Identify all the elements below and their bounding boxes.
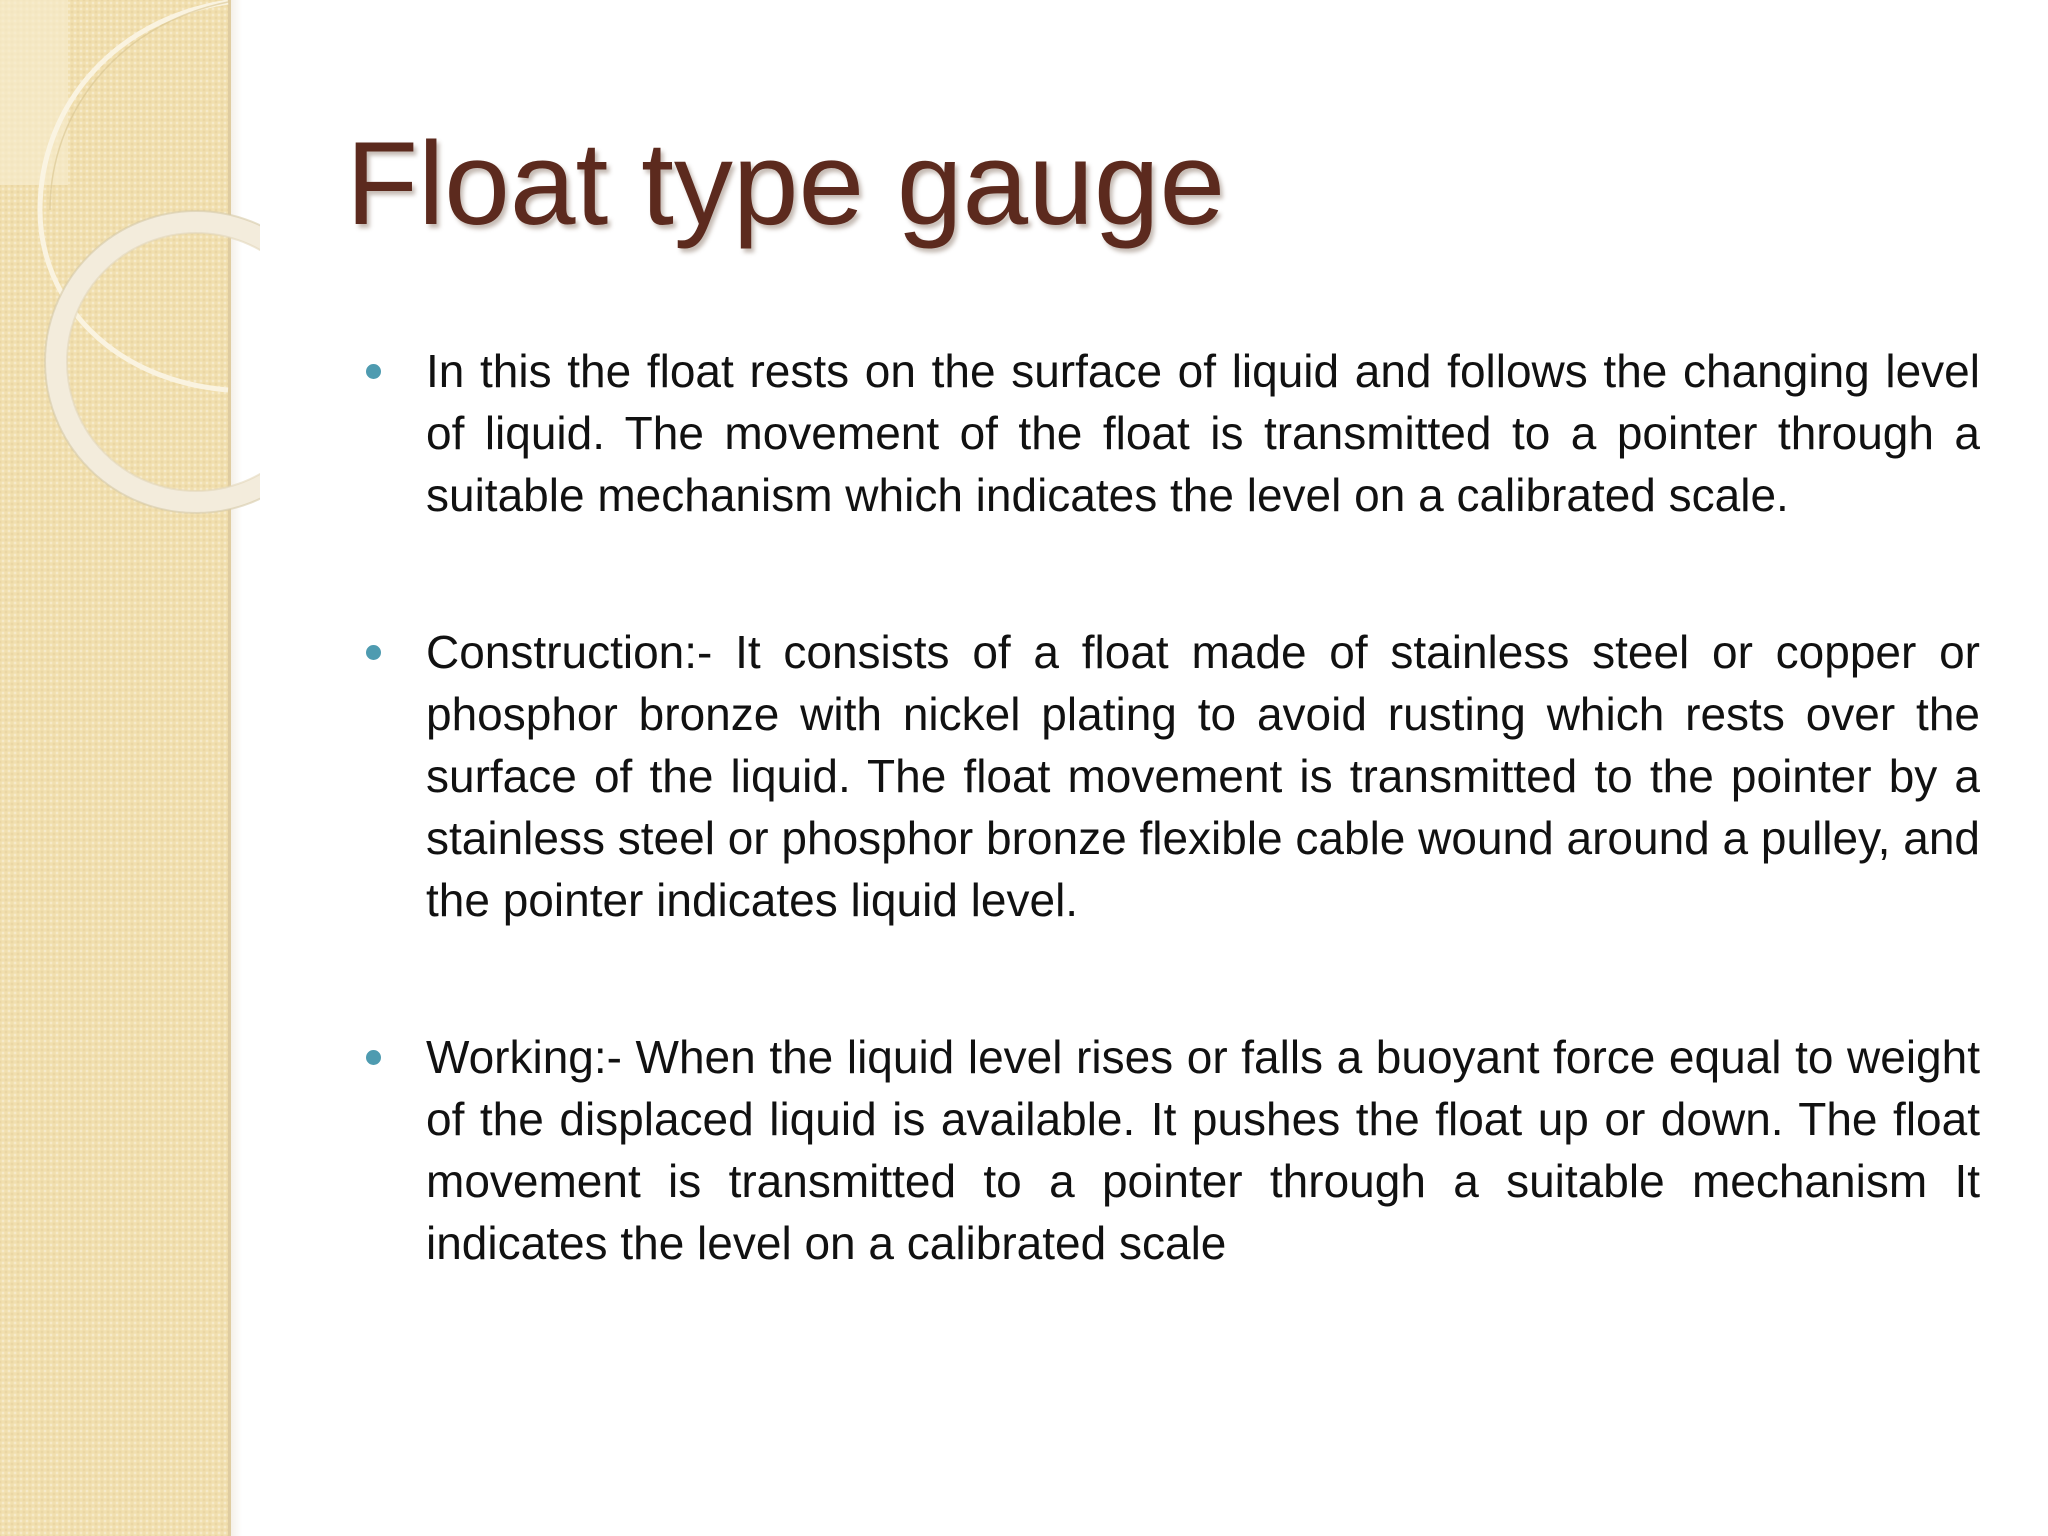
bullet-text: In this the float rests on the surface of liquid and follows the changing level of liquid. The movement of the float is transmitted to a pointer through a suitable mechanism which indicates the level on a calibrated scale.: [426, 345, 1980, 521]
round-bullet-icon: [366, 645, 381, 660]
round-bullet-icon: [366, 364, 381, 379]
bullet-text: Working:- When the liquid level rises or falls a buoyant force equal to weight of the displaced liquid is available. It pushes the float up or down. The float movement is transmitted to a pointer through a suitable mechanism It indicates the level on a calibrated scale: [426, 1031, 1980, 1269]
round-bullet-icon: [366, 1050, 381, 1065]
slide-title: Float type gauge: [346, 118, 1226, 250]
bullet-list: [360, 340, 1980, 1274]
bullet-item-working: [360, 1026, 1980, 1274]
bullet-item-intro: [360, 340, 1980, 526]
bullet-item-construction: [360, 621, 1980, 931]
decorative-rings-icon: [0, 0, 260, 520]
bullet-text: Construction:- It consists of a float made of stainless steel or copper or phosphor bronze with nickel plating to avoid rusting which rests over the surface of the liquid. The float movement is transmitted to the pointer by a stainless steel or phosphor bronze flexible cable wound around a pulley, and the pointer indicates liquid level.: [426, 626, 1980, 926]
